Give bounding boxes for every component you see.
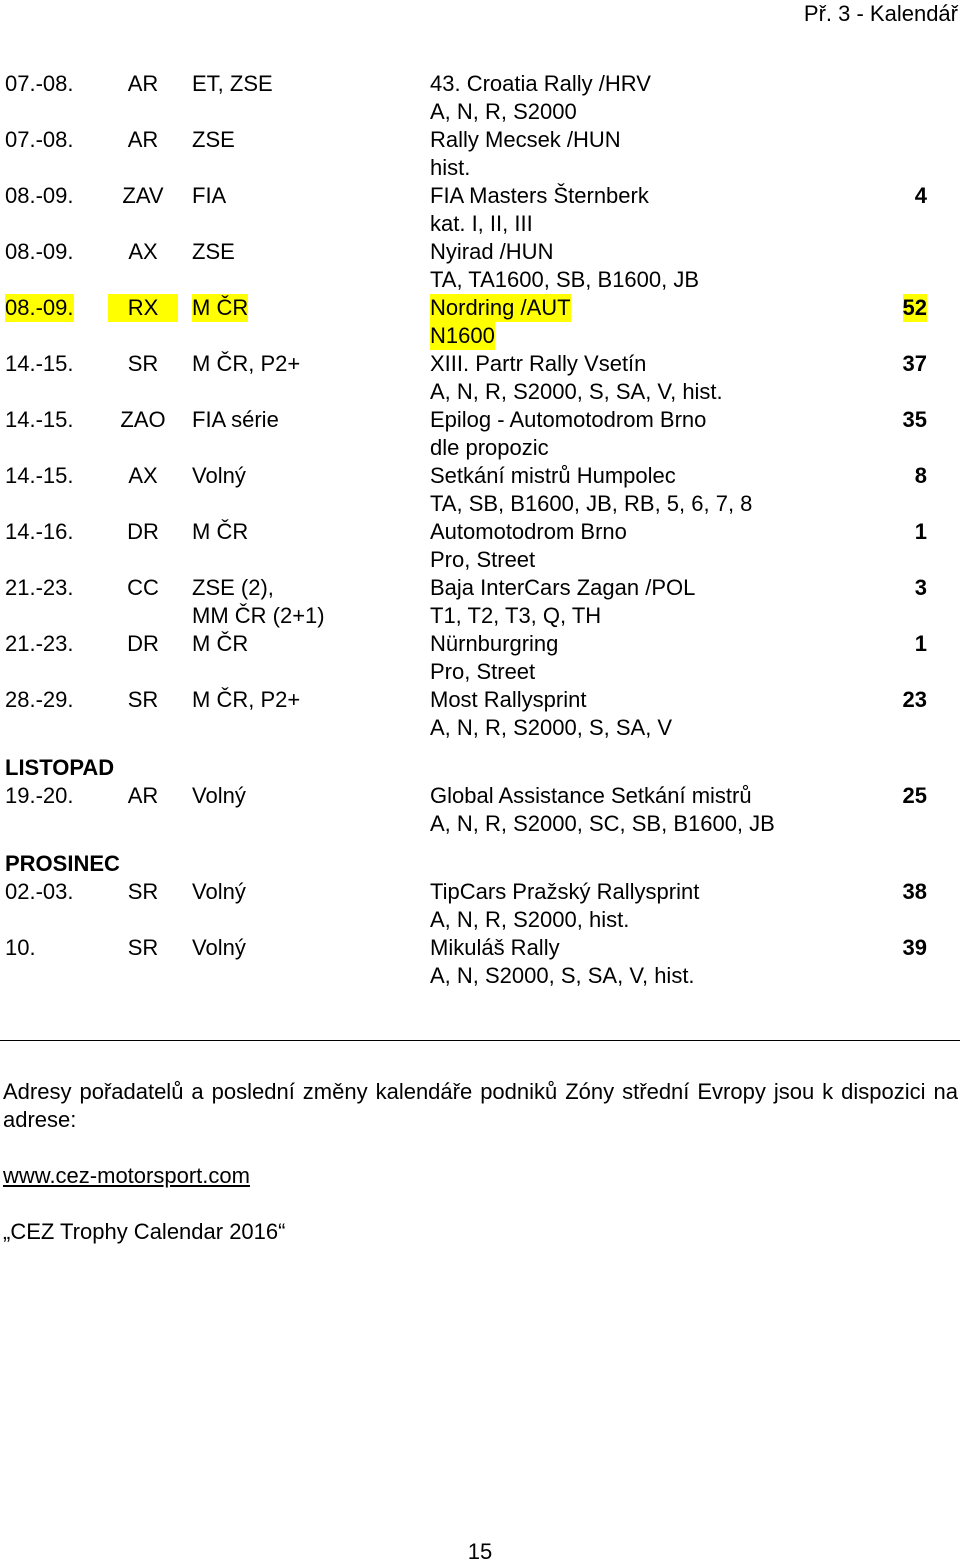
event-date: 19.-20. — [5, 783, 74, 808]
event-type: AX — [128, 239, 158, 264]
event-row — [0, 406, 960, 462]
event-championship: ZSE (2), — [192, 575, 274, 600]
event-championship: M ČR — [192, 295, 249, 320]
event-name: Most Rallysprint — [430, 687, 587, 712]
event-row — [0, 782, 960, 838]
event-date: 08.-09. — [5, 239, 74, 264]
event-date: 02.-03. — [5, 879, 74, 904]
event-row — [0, 126, 960, 182]
event-championship-extra: MM ČR (2+1) — [192, 603, 325, 628]
event-date: 14.-16. — [5, 519, 74, 544]
event-number: 3 — [914, 575, 927, 600]
event-type: AR — [127, 71, 159, 96]
event-date: 07.-08. — [5, 71, 74, 96]
event-classes: A, N, S2000, S, SA, V, hist. — [430, 963, 695, 988]
event-date: 07.-08. — [5, 127, 74, 152]
event-classes: Pro, Street — [430, 547, 536, 572]
events-group-1 — [0, 70, 960, 742]
event-name: 43. Croatia Rally /HRV — [430, 71, 651, 96]
event-classes: T1, T2, T3, Q, TH — [430, 603, 602, 628]
event-championship: M ČR — [192, 519, 249, 544]
event-type: CC — [127, 575, 159, 600]
page-header-title: Př. 3 - Kalendář — [803, 1, 958, 26]
event-number: 1 — [914, 519, 927, 544]
event-type: SR — [127, 879, 159, 904]
event-type: RX — [108, 294, 178, 322]
event-date: 08.-09. — [5, 183, 74, 208]
event-championship: Volný — [192, 935, 246, 960]
event-number: 35 — [902, 407, 927, 432]
event-type: ZAV — [122, 183, 164, 208]
event-row — [0, 294, 960, 350]
event-championship: ZSE — [192, 239, 235, 264]
event-name: Nürnburgring — [430, 631, 559, 656]
event-championship: Volný — [192, 879, 246, 904]
event-classes: N1600 — [430, 323, 495, 348]
event-number: 1 — [914, 631, 927, 656]
event-row — [0, 350, 960, 406]
event-row — [0, 630, 960, 686]
event-date: 28.-29. — [5, 687, 74, 712]
event-classes: dle propozic — [430, 435, 549, 460]
events-group-2 — [0, 782, 960, 838]
month-heading-prosinec: PROSINEC — [5, 851, 120, 876]
event-type: SR — [127, 687, 159, 712]
event-row — [0, 70, 960, 126]
event-classes: Pro, Street — [430, 659, 536, 684]
event-championship: M ČR, P2+ — [192, 351, 301, 376]
event-name: Automotodrom Brno — [430, 519, 627, 544]
event-name: Global Assistance Setkání mistrů — [430, 783, 752, 808]
events-group-3 — [0, 878, 960, 990]
event-type: DR — [127, 631, 159, 656]
event-championship: Volný — [192, 783, 246, 808]
event-number: 39 — [902, 935, 927, 960]
event-number: 23 — [902, 687, 927, 712]
event-row — [0, 182, 960, 238]
event-name: Mikuláš Rally — [430, 935, 560, 960]
event-date: 08.-09. — [5, 295, 74, 320]
event-name: FIA Masters Šternberk — [430, 183, 649, 208]
event-name: XIII. Partr Rally Vsetín — [430, 351, 647, 376]
event-name: Baja InterCars Zagan /POL — [430, 575, 696, 600]
event-championship: M ČR — [192, 631, 249, 656]
event-date: 14.-15. — [5, 463, 74, 488]
event-row — [0, 686, 960, 742]
event-row — [0, 518, 960, 574]
event-date: 10. — [5, 935, 36, 960]
website-link[interactable]: www.cez-motorsport.com — [3, 1163, 250, 1188]
event-classes: A, N, R, S2000, SC, SB, B1600, JB — [430, 811, 775, 836]
event-name: Nyirad /HUN — [430, 239, 554, 264]
event-type: ZAO — [120, 407, 166, 432]
section-divider — [0, 1040, 960, 1041]
event-classes: A, N, R, S2000 — [430, 99, 577, 124]
event-classes: TA, SB, B1600, JB, RB, 5, 6, 7, 8 — [430, 491, 753, 516]
event-classes: A, N, R, S2000, S, SA, V — [430, 715, 673, 740]
event-championship: FIA série — [192, 407, 279, 432]
event-number: 8 — [914, 463, 927, 488]
event-row — [0, 574, 960, 630]
event-number: 52 — [902, 295, 927, 320]
event-championship: Volný — [192, 463, 246, 488]
event-row — [0, 934, 960, 990]
event-name: Epilog - Automotodrom Brno — [430, 407, 707, 432]
event-classes: TA, TA1600, SB, B1600, JB — [430, 267, 700, 292]
event-date: 14.-15. — [5, 407, 74, 432]
event-classes: hist. — [430, 155, 471, 180]
event-type: AR — [127, 127, 159, 152]
event-championship: ET, ZSE — [192, 71, 273, 96]
event-number: 4 — [914, 183, 927, 208]
event-type: SR — [127, 935, 159, 960]
event-number: 37 — [902, 351, 927, 376]
event-date: 21.-23. — [5, 575, 74, 600]
event-type: AR — [127, 783, 159, 808]
event-number: 25 — [902, 783, 927, 808]
event-date: 21.-23. — [5, 631, 74, 656]
calendar-table — [0, 70, 960, 990]
event-name: Setkání mistrů Humpolec — [430, 463, 676, 488]
calendar-title: „CEZ Trophy Calendar 2016“ — [3, 1219, 286, 1244]
footer-note: Adresy pořadatelů a poslední změny kalendáře podniků Zóny střední Evropy jsou k dispozici na adrese: — [3, 1079, 958, 1132]
event-classes: A, N, R, S2000, hist. — [430, 907, 630, 932]
event-classes: kat. I, II, III — [430, 211, 533, 236]
event-row — [0, 878, 960, 934]
month-heading-listopad: LISTOPAD — [5, 755, 115, 780]
event-type: DR — [127, 519, 159, 544]
event-championship: FIA — [192, 183, 227, 208]
event-row — [0, 238, 960, 294]
event-championship: M ČR, P2+ — [192, 687, 301, 712]
event-row — [0, 462, 960, 518]
page-number: 15 — [467, 1539, 493, 1564]
event-type: AX — [128, 463, 158, 488]
event-name: Nordring /AUT — [430, 295, 571, 320]
event-name: Rally Mecsek /HUN — [430, 127, 621, 152]
event-classes: A, N, R, S2000, S, SA, V, hist. — [430, 379, 723, 404]
event-number: 38 — [902, 879, 927, 904]
event-date: 14.-15. — [5, 351, 74, 376]
event-type: SR — [127, 351, 159, 376]
event-name: TipCars Pražský Rallysprint — [430, 879, 700, 904]
event-championship: ZSE — [192, 127, 235, 152]
